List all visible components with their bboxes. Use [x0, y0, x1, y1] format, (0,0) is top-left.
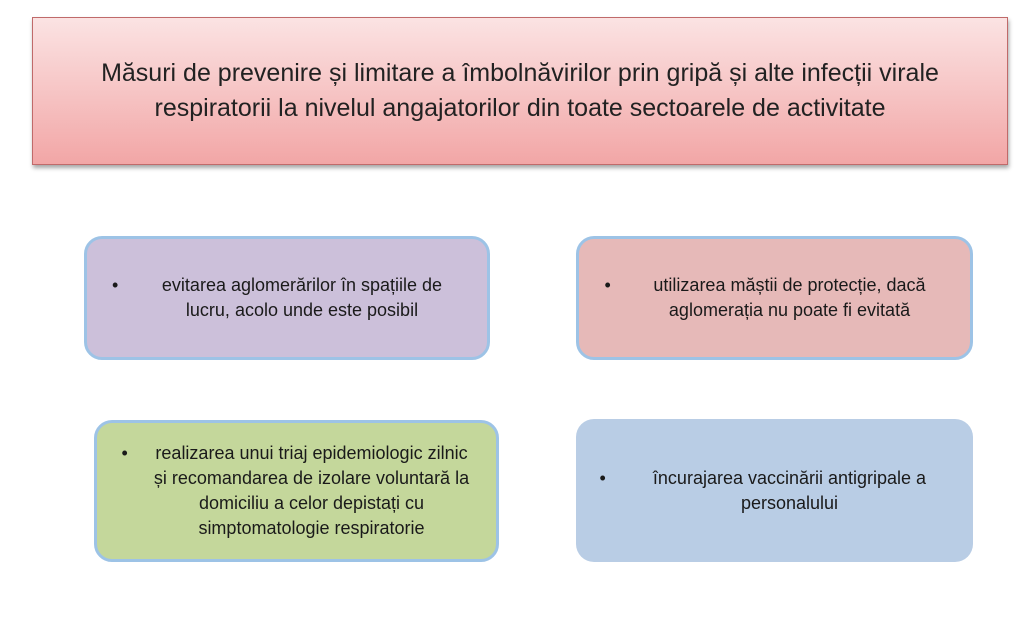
bullet-icon: • [112, 275, 119, 295]
title-banner [32, 17, 1008, 165]
measure-text: evitarea aglomerărilor în spațiile de lucru, acolo unde este posibil [161, 275, 443, 320]
measure-content [605, 273, 945, 323]
bullet-icon: • [604, 275, 611, 295]
bullet-icon: • [599, 467, 606, 488]
measure-box-wear-mask [576, 236, 973, 360]
diagram-title: Măsuri de prevenire și limitare a îmbolnăvirilor prin gripă și alte infecții virale respiratorii la nivelul angajatorilor din toate sectoarele de activitate [101, 59, 939, 122]
measure-box-avoid-crowding [84, 236, 490, 360]
measure-text: utilizarea măștii de protecție, dacă aglomerația nu poate fi evitată [653, 275, 926, 320]
measure-content [122, 441, 472, 541]
measure-text: realizarea unui triaj epidemiologic zilnic și recomandarea de izolare voluntară la domiciliu a celor depistați cu simptomatologie respiratorie [153, 443, 470, 538]
bullet-icon: • [121, 443, 128, 463]
measure-box-daily-triage [94, 420, 499, 562]
measure-text: încurajarea vaccinării antigripale a personalului [652, 467, 927, 513]
measure-content [112, 273, 462, 323]
measure-content [600, 466, 950, 516]
measure-box-vaccination [576, 419, 973, 562]
